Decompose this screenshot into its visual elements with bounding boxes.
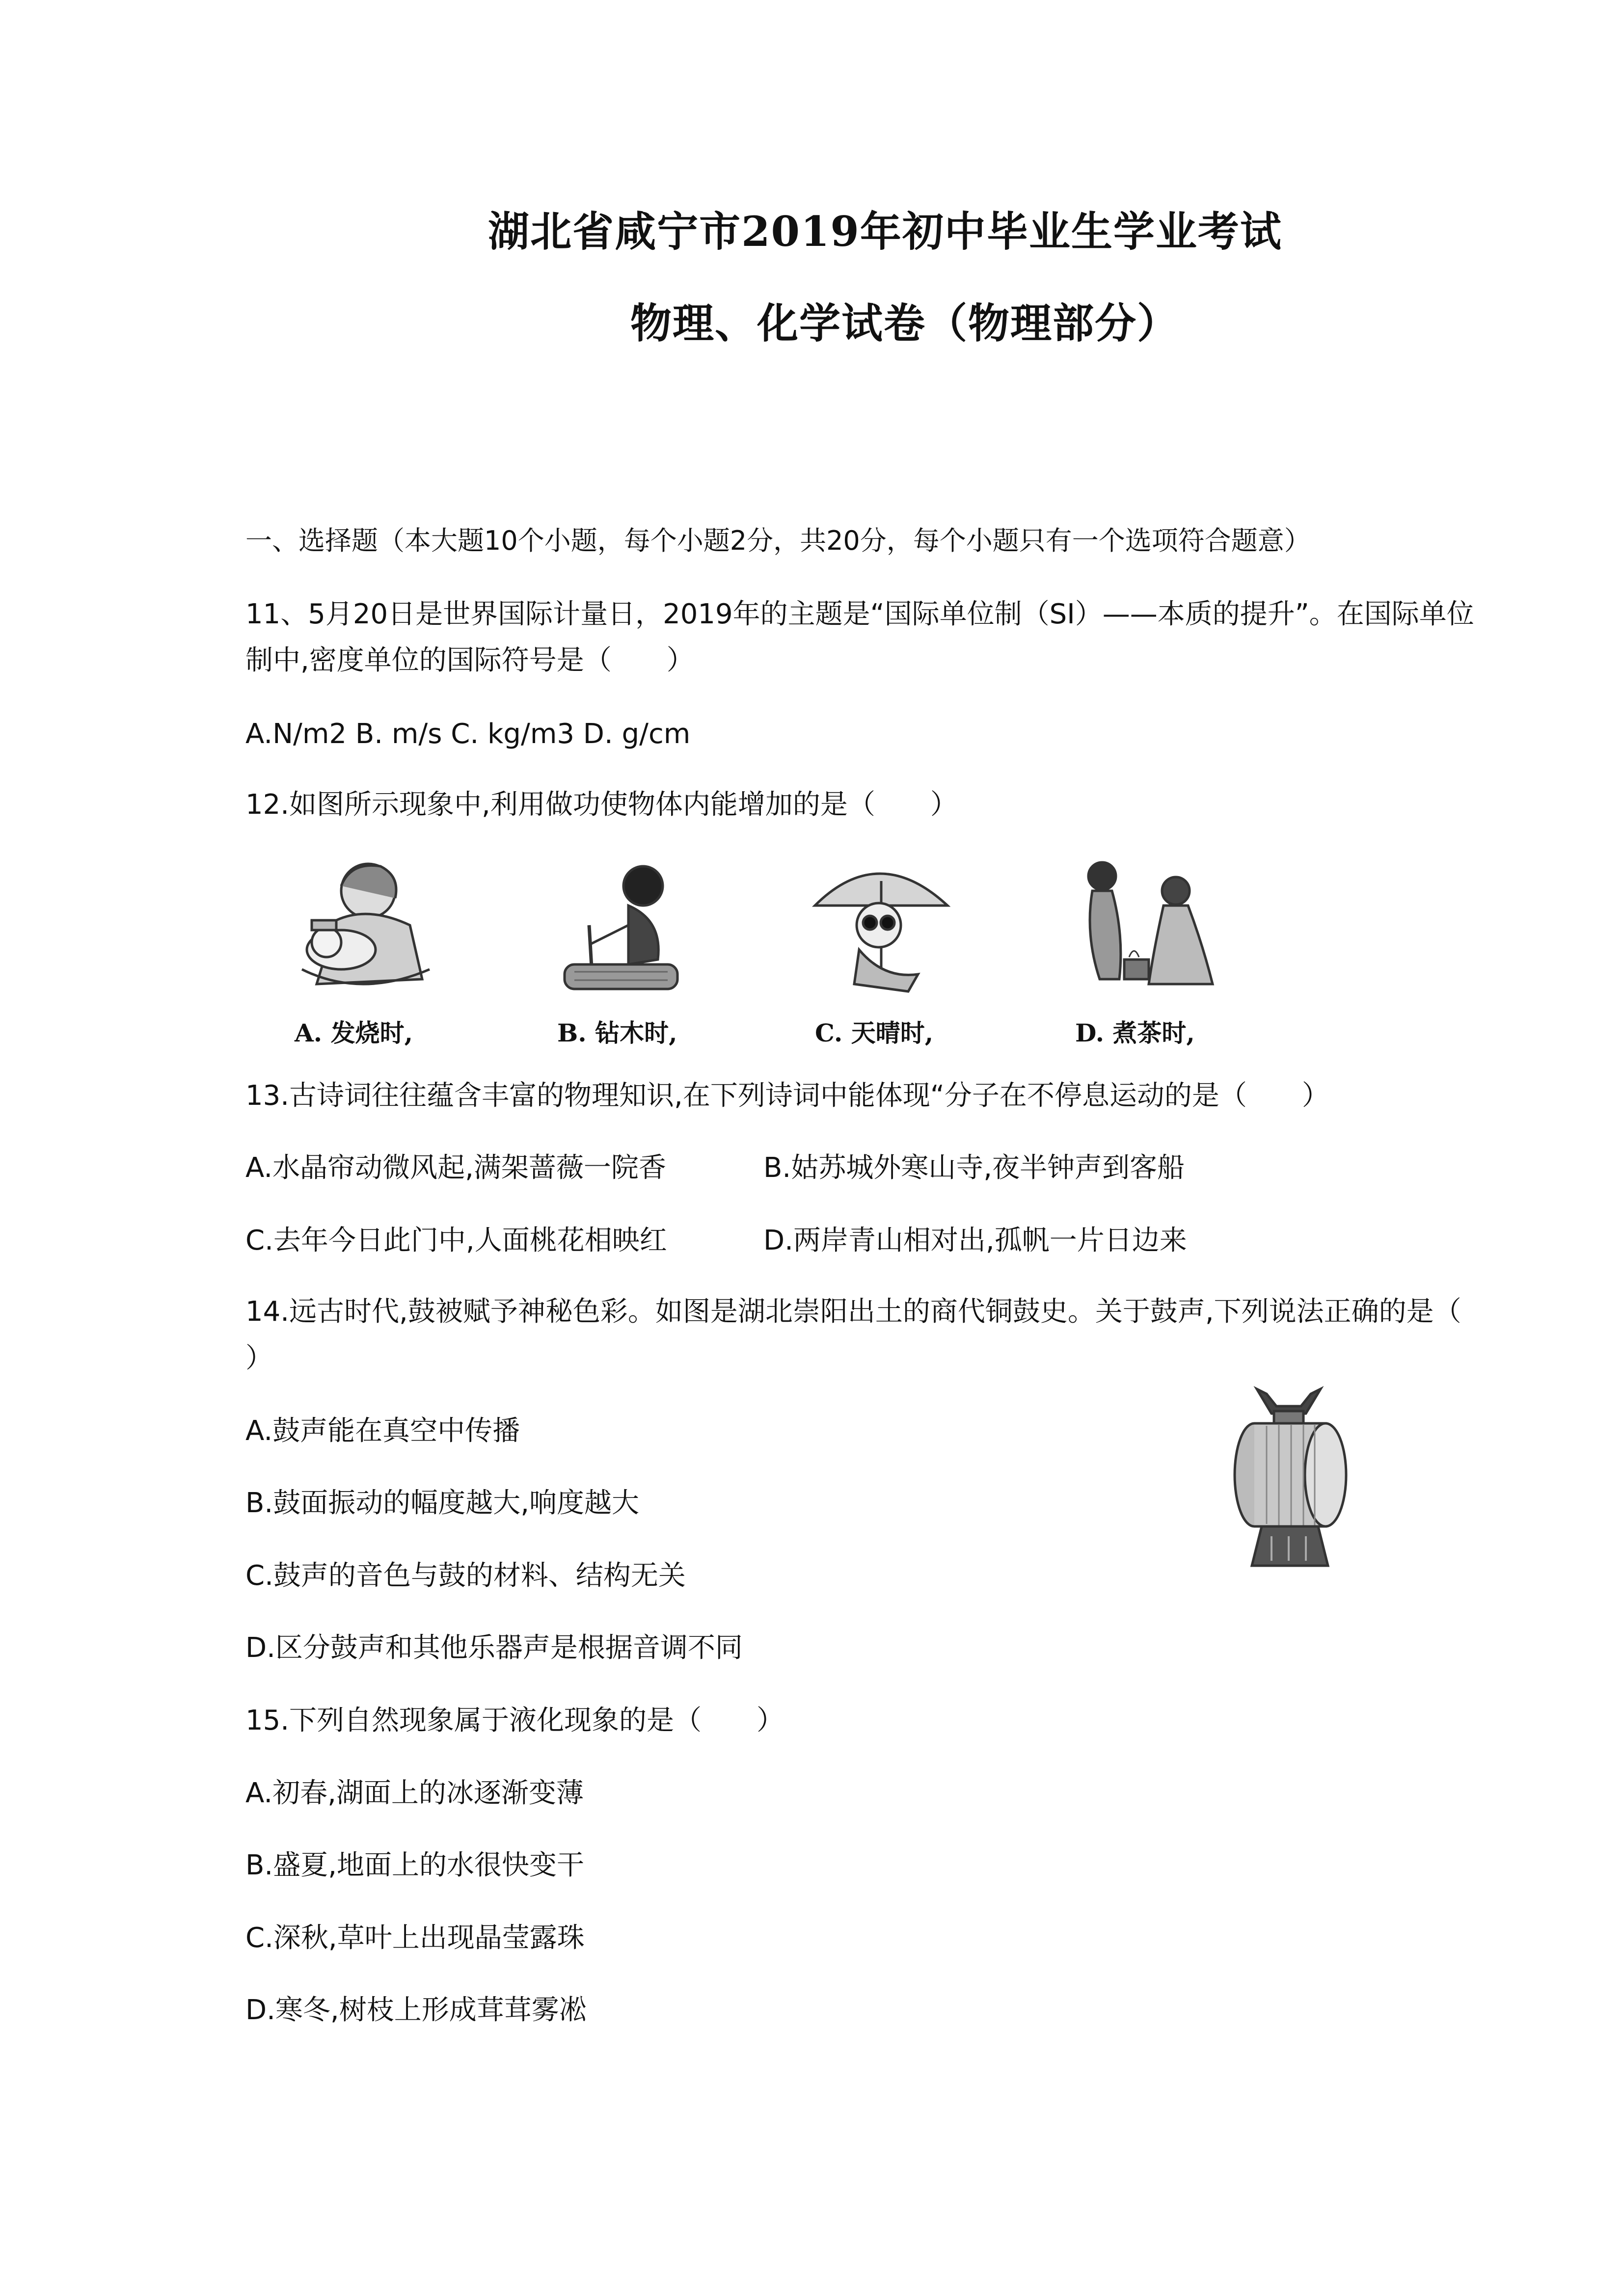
section-heading: 一、选择题（本大题10个小题，每个小题2分，共20分，每个小题只有一个选项符合题意）	[245, 525, 1311, 556]
q14-option-a: A.鼓声能在真空中传播	[245, 1415, 520, 1447]
exam-title: 湖北省咸宁市2019年初中毕业生学业考试	[488, 207, 1282, 256]
q14-option-b: B.鼓面振动的幅度越大,响度越大	[245, 1487, 640, 1519]
tea-illustration	[1065, 852, 1227, 999]
bronze-drum-illustration	[1208, 1379, 1370, 1571]
q12-stem: 12.如图所示现象中,利用做功使物体内能增加的是（ ）	[245, 789, 958, 821]
q13-option-b: B.姑苏城外寒山寺,夜半钟声到客船	[763, 1152, 1185, 1184]
q15-option-c: C.深秋,草叶上出现晶莹露珠	[245, 1922, 585, 1954]
q12-caption-d: D. 煮茶时,	[1075, 1018, 1195, 1047]
q11-options: A.N/m2 B. m/s C. kg/m3 D. g/cm	[245, 718, 691, 750]
q12-caption-b: B. 钻木时,	[557, 1018, 677, 1047]
q13-option-d: D.两岸青山相对出,孤帆一片日边来	[763, 1225, 1187, 1256]
q13-option-a: A.水晶帘动微风起,满架蔷薇一院香	[245, 1152, 666, 1184]
q14-stem-line1: 14.远古时代,鼓被赋予神秘色彩。如图是湖北崇阳出土的商代铜鼓史。关于鼓声,下列说法正确的是（	[245, 1296, 1461, 1328]
q15-option-d: D.寒冬,树枝上形成茸茸雾凇	[245, 1994, 587, 2026]
q12-caption-a: A. 发烧时,	[295, 1018, 413, 1047]
q14-option-c: C.鼓声的音色与鼓的材料、结构无关	[245, 1560, 686, 1592]
q11-stem-line2: 制中,密度单位的国际符号是（ ）	[245, 644, 694, 676]
q14-stem-line2: ）	[245, 1342, 273, 1374]
exam-subtitle: 物理、化学试卷（物理部分）	[630, 299, 1179, 347]
fever-illustration	[282, 852, 444, 999]
q11-stem-line1: 11、5月20日是世界国际计量日，2019年的主题是“国际单位制（SI）——本质的提升”。在国际单位	[245, 598, 1474, 630]
drill-wood-illustration	[545, 852, 702, 999]
q15-option-b: B.盛夏,地面上的水很快变干	[245, 1849, 585, 1881]
sunny-illustration	[805, 852, 957, 999]
q14-option-d: D.区分鼓声和其他乐器声是根据音调不同	[245, 1632, 743, 1664]
q13-option-c: C.去年今日此门中,人面桃花相映红	[245, 1225, 667, 1256]
q15-stem: 15.下列自然现象属于液化现象的是（ ）	[245, 1705, 784, 1736]
q15-option-a: A.初春,湖面上的冰逐渐变薄	[245, 1777, 584, 1809]
q12-caption-c: C. 天晴时,	[815, 1018, 934, 1047]
q13-stem: 13.古诗词往往蕴含丰富的物理知识,在下列诗词中能体现“分子在不停息运动的是（ ）	[245, 1080, 1329, 1112]
